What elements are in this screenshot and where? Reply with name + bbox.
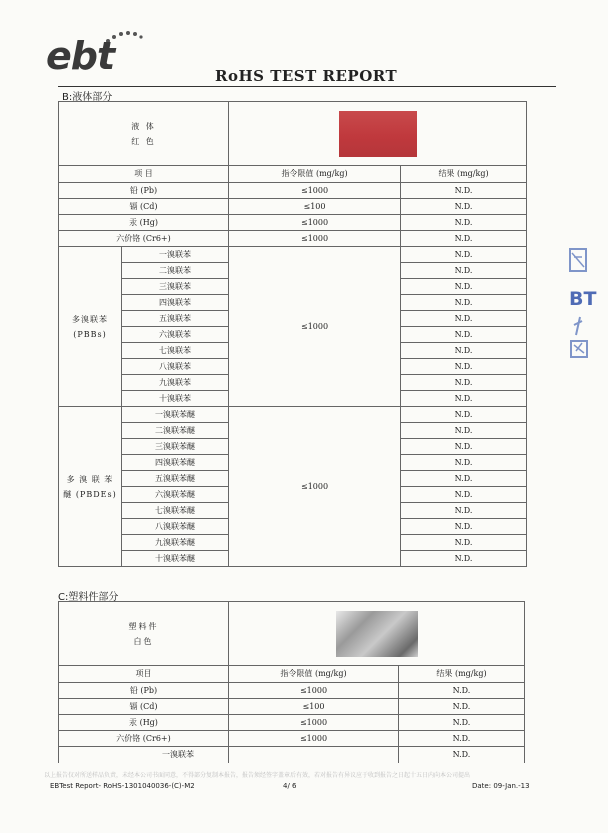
result-cell: N.D. [401, 199, 527, 215]
section-c-table [58, 601, 525, 763]
sample-row [59, 602, 525, 666]
result-cell: N.D. [401, 503, 527, 519]
seal-text: BT [569, 288, 597, 310]
item-cell: 八溴联苯醚 [122, 519, 229, 535]
sample-name: 液 体 [131, 121, 156, 131]
result-cell: N.D. [401, 359, 527, 375]
section-b-label: B:液体部分 [62, 92, 113, 103]
item-cell: 九溴联苯 [122, 375, 229, 391]
limit-cell: ≤100 [229, 199, 401, 215]
item-cell: 镉 (Cd) [59, 199, 229, 215]
limit-cell [229, 747, 399, 763]
pbde-group-cell [59, 407, 122, 567]
column-header-row [59, 166, 527, 183]
limit-cell: ≤1000 [229, 731, 399, 747]
table-row [59, 731, 525, 747]
pbb-group-name: 多溴联苯 [72, 314, 108, 324]
item-cell: 镉 (Cd) [59, 699, 229, 715]
result-cell: N.D. [401, 535, 527, 551]
sample-desc-cell [59, 102, 229, 166]
section-b-table [58, 101, 527, 567]
column-header-row [59, 666, 525, 683]
result-cell: N.D. [401, 215, 527, 231]
item-cell: 汞 (Hg) [59, 715, 229, 731]
sample-row [59, 102, 527, 166]
table-row [59, 183, 527, 199]
result-cell: N.D. [401, 439, 527, 455]
item-cell: 六溴联苯 [122, 327, 229, 343]
table-row [59, 215, 527, 231]
limit-cell: ≤1000 [229, 215, 401, 231]
limit-cell: ≤1000 [229, 715, 399, 731]
item-cell: 六溴联苯醚 [122, 487, 229, 503]
item-cell: 五溴联苯醚 [122, 471, 229, 487]
white-plastic-sample-photo [336, 611, 418, 657]
result-cell: N.D. [399, 747, 525, 763]
result-cell: N.D. [401, 391, 527, 407]
result-cell: N.D. [399, 683, 525, 699]
result-cell: N.D. [401, 263, 527, 279]
result-cell: N.D. [401, 295, 527, 311]
col-item-header: 项目 [59, 666, 229, 683]
result-cell: N.D. [399, 715, 525, 731]
pbb-limit-cell: ≤1000 [229, 247, 401, 407]
disclaimer-text: 以上报告仅对所送样品负责，未经本公司书面同意，不得部分复制本报告，报告须经签字盖章后有效，若对报告有异议应于收到报告之日起十五日内向本公司提出 [44, 772, 471, 779]
col-item-header: 项 目 [59, 166, 229, 183]
item-cell: 汞 (Hg) [59, 215, 229, 231]
result-cell: N.D. [401, 407, 527, 423]
result-cell: N.D. [401, 471, 527, 487]
sample-color: 白色 [133, 636, 154, 646]
table-row [59, 699, 525, 715]
item-cell: 三溴联苯醚 [122, 439, 229, 455]
side-seal-stamp [568, 243, 597, 363]
result-cell: N.D. [401, 551, 527, 567]
result-cell: N.D. [401, 247, 527, 263]
result-cell: N.D. [401, 311, 527, 327]
item-cell: 四溴联苯 [122, 295, 229, 311]
limit-cell: ≤1000 [229, 183, 401, 199]
sample-photo-cell [229, 102, 527, 166]
page-number: 4/ 6 [283, 782, 297, 790]
table-row [59, 715, 525, 731]
result-cell: N.D. [401, 327, 527, 343]
pbde-group-abbr: 醚 (PBDEs) [63, 489, 117, 499]
col-result-header: 结果 (mg/kg) [401, 166, 527, 183]
table-row [59, 199, 527, 215]
sample-name: 塑料件 [128, 621, 159, 631]
red-liquid-sample-photo [339, 111, 417, 157]
limit-cell: ≤1000 [229, 231, 401, 247]
logo-text: ebt [46, 34, 115, 78]
ebt-logo [46, 30, 146, 80]
table-row [59, 747, 525, 763]
pbde-group-name: 多 溴 联 苯 [66, 474, 114, 484]
page-title: RoHS TEST REPORT [215, 67, 398, 85]
item-cell: 一溴联苯 [59, 747, 229, 763]
table-row [59, 231, 527, 247]
item-cell: 铅 (Pb) [59, 183, 229, 199]
report-date: Date: 09-Jan.-13 [472, 782, 530, 790]
item-cell: 六价铬 (Cr6+) [59, 731, 229, 747]
sample-photo-cell [229, 602, 525, 666]
item-cell: 七溴联苯醚 [122, 503, 229, 519]
sample-desc-cell [59, 602, 229, 666]
result-cell: N.D. [399, 699, 525, 715]
col-result-header: 结果 (mg/kg) [399, 666, 525, 683]
col-limit-header: 指令限值 (mg/kg) [229, 166, 401, 183]
result-cell: N.D. [401, 487, 527, 503]
result-cell: N.D. [401, 375, 527, 391]
item-cell: 八溴联苯 [122, 359, 229, 375]
seal-stamp-icon [568, 243, 597, 363]
item-cell: 七溴联苯 [122, 343, 229, 359]
item-cell: 四溴联苯醚 [122, 455, 229, 471]
table-row [59, 407, 527, 423]
item-cell: 三溴联苯 [122, 279, 229, 295]
pbde-limit-cell: ≤1000 [229, 407, 401, 567]
item-cell: 二溴联苯 [122, 263, 229, 279]
result-cell: N.D. [401, 183, 527, 199]
sample-color: 红 色 [131, 136, 156, 146]
result-cell: N.D. [399, 731, 525, 747]
result-cell: N.D. [401, 423, 527, 439]
item-cell: 一溴联苯醚 [122, 407, 229, 423]
result-cell: N.D. [401, 279, 527, 295]
result-cell: N.D. [401, 455, 527, 471]
item-cell: 九溴联苯醚 [122, 535, 229, 551]
result-cell: N.D. [401, 231, 527, 247]
item-cell: 十溴联苯 [122, 391, 229, 407]
item-cell: 六价铬 (Cr6+) [59, 231, 229, 247]
result-cell: N.D. [401, 519, 527, 535]
col-limit-header: 指令限值 (mg/kg) [229, 666, 399, 683]
section-c-label: C:塑料件部分 [58, 592, 119, 603]
item-cell: 铅 (Pb) [59, 683, 229, 699]
result-cell: N.D. [401, 343, 527, 359]
report-number: EBTest Report- RoHS-1301040036-(C)-M2 [50, 782, 195, 790]
title-divider [58, 86, 556, 87]
pbb-group-cell [59, 247, 122, 407]
limit-cell: ≤1000 [229, 683, 399, 699]
item-cell: 二溴联苯醚 [122, 423, 229, 439]
table-row [59, 683, 525, 699]
item-cell: 一溴联苯 [122, 247, 229, 263]
table-row [59, 247, 527, 263]
pbb-group-abbr: (PBBs) [73, 329, 107, 339]
item-cell: 十溴联苯醚 [122, 551, 229, 567]
item-cell: 五溴联苯 [122, 311, 229, 327]
limit-cell: ≤100 [229, 699, 399, 715]
